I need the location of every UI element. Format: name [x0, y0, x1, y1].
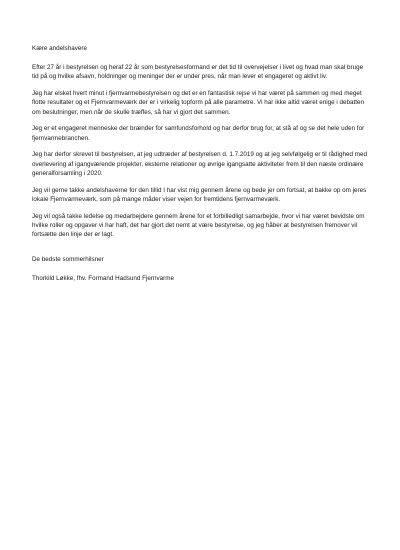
closing: De bedste sommerhilsner — [32, 256, 104, 264]
letter-body — [32, 44, 368, 291]
paragraph-thanks-shareholders: Jeg vil gerne takke andelshaverne for den tillid I har vist mig gennem årene og bede jer om fortsat, at bakke op om jeres lokale Fjernvarmeværk, som på mange måder viser vejen for fremtidens fjernvarmeværk. — [32, 186, 367, 203]
signature: Thorkild Løkke, fhv. Formand Hadsund Fjernvarme — [32, 275, 174, 283]
paragraph-retirement-reflection: Efter 27 år i bestyrelsen og heraf 22 år som bestyrelsesformand er det tid til overvejelser i livet og hvad man skal bruge tid på og hvilke afsavn, holdninger og meninger der er under pres, når man lever et engageret og aktivt liv. — [32, 64, 364, 81]
paragraph-engagement: Jeg er et engageret menneske der brænder for samfundsforhold og har derfor brug for, at stå af og se det hele uden for fjernvarmebranchen. — [32, 125, 365, 142]
paragraph-resignation-notice: Jeg har derfor skrevet til bestyrelsen, at jeg udtræder af bestyrelsen d. 1.7.2019 og at jeg selvfølgelig er til rådighed med overlevering af igangværende projekter, eksterne relationer og øvrige igangsatte aktiviteter frem til den næste ordinære generalforsamling i 2020. — [32, 151, 367, 177]
paragraph-board-journey: Jeg har elsket hvert minut i fjernvarmebestyrelsen og det er en fantastisk rejse vi har været på sammen og med meget flotte resultater og et Fjernvarmeværk der er i virkelig topform på alle parametre. Vi har ikke altid været enige i debatten om beslutninger, men når de skulle træffes, så har vi gjort det sammen. — [32, 90, 365, 116]
salutation: Kære andelshavere — [32, 45, 87, 52]
paragraph-thanks-staff: Jeg vil også takke ledelse og medarbejdere gennem årene for et forbilledligt samarbejde, hvor vi har været bevidste om hvilke roller og opgaver vi har haft, det har gjort det nemt at være bestyrelse, og jeg håber at bestyrelsen fremover vil fortsætte den linje der er lagt. — [32, 212, 365, 239]
